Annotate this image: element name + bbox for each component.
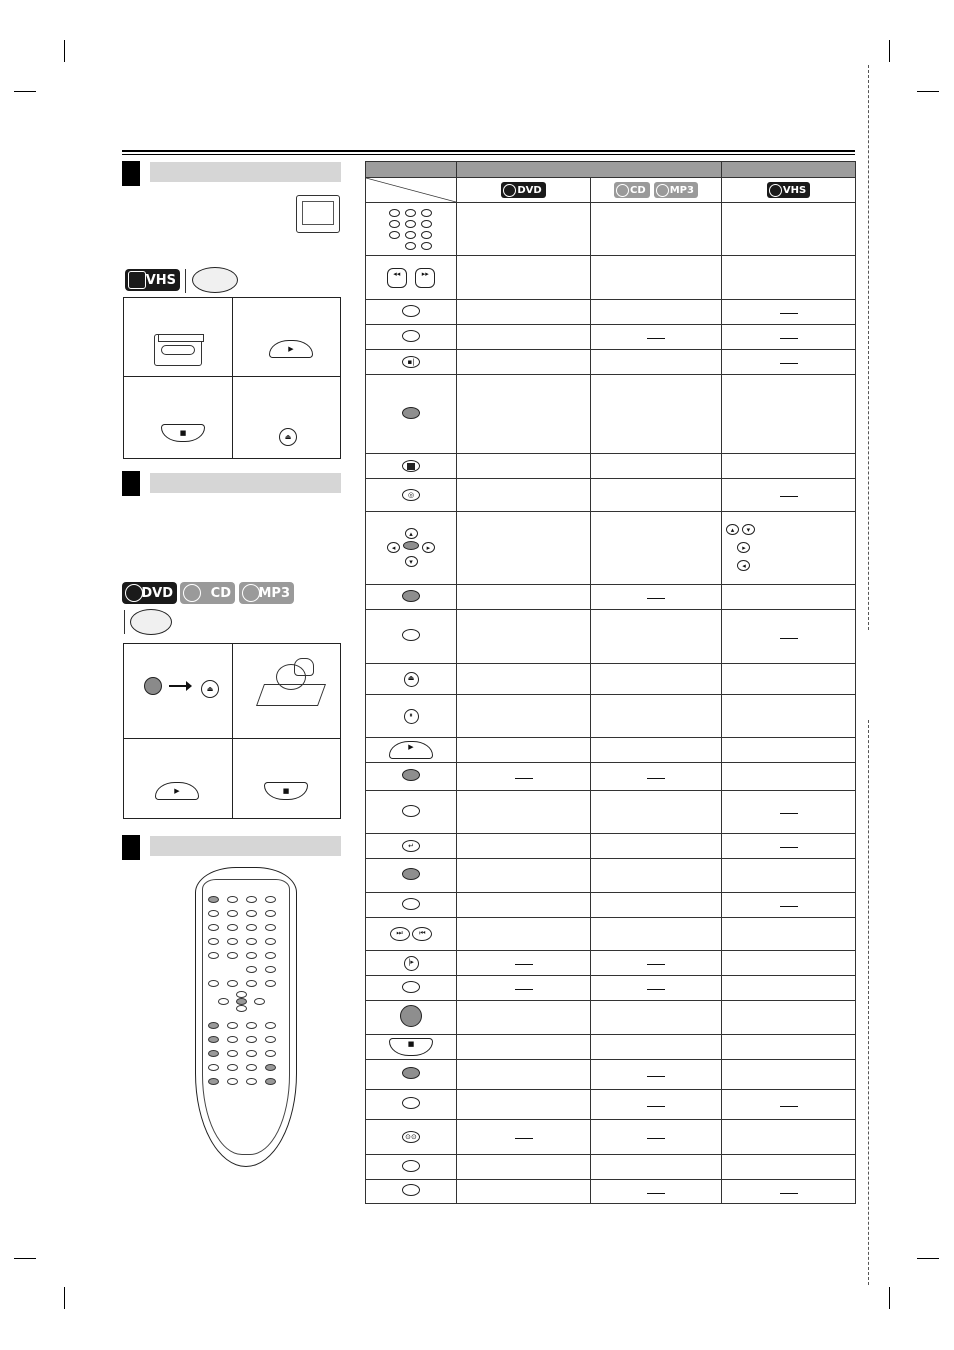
- table-cell: [722, 1155, 856, 1180]
- crop-mark: [14, 1258, 36, 1259]
- eject-icon: ⏏: [366, 664, 457, 695]
- remote-button-icon: [208, 1036, 219, 1043]
- power-button-icon: [144, 677, 162, 695]
- tv-icon: [296, 195, 340, 233]
- table-cell: [722, 1060, 856, 1090]
- section-title-bar: [150, 162, 341, 182]
- remote-cursor-button-icon: [236, 1005, 247, 1012]
- table-header-row: [366, 162, 856, 178]
- remote-button-icon: [208, 938, 219, 945]
- play-key-icon: ▶: [269, 340, 313, 358]
- table-cell: [591, 1035, 722, 1060]
- vhs-logo: VHS: [767, 182, 810, 198]
- remote-button-icon: [227, 896, 238, 903]
- not-applicable-dash: [647, 964, 665, 965]
- play-icon: ▶: [366, 738, 457, 763]
- grey-oval-button-icon: [366, 585, 457, 610]
- remote-button-icon: [208, 910, 219, 917]
- table-cell: [457, 479, 591, 512]
- table-row: [366, 350, 856, 375]
- not-applicable-dash: [780, 813, 798, 814]
- grey-oval-button-icon: [366, 859, 457, 893]
- disc-insert-illustration: [254, 656, 326, 718]
- table-cell: [591, 918, 722, 951]
- not-applicable-dash: [780, 496, 798, 497]
- table-cell: [722, 664, 856, 695]
- arrow-head-icon: [186, 681, 192, 691]
- not-applicable-dash: [647, 1138, 665, 1139]
- table-cell: [457, 256, 591, 300]
- remote-button-icon: [208, 1078, 219, 1085]
- cd-logo: CD: [180, 582, 235, 604]
- table-cell: [457, 1060, 591, 1090]
- not-applicable-dash: [647, 1076, 665, 1077]
- table-row: [366, 976, 856, 1001]
- table-cell: [457, 834, 591, 859]
- diagonal-cell: [366, 178, 457, 203]
- remote-button-icon: [265, 938, 276, 945]
- header-cell: [457, 162, 722, 178]
- table-cell: [457, 203, 591, 256]
- crop-mark: [64, 1287, 65, 1309]
- stop-key-icon: ■: [264, 782, 308, 800]
- table-cell: [457, 859, 591, 893]
- oval-button-icon: [366, 976, 457, 1001]
- cut-line: [868, 720, 869, 1285]
- table-cell: [591, 1120, 722, 1155]
- header-rule: [122, 150, 855, 155]
- remote-button-icon: [265, 1022, 276, 1029]
- crop-mark: [14, 91, 36, 92]
- crop-mark: [889, 1287, 890, 1309]
- table-row: [366, 763, 856, 791]
- table-row: [366, 1120, 856, 1155]
- remote-cursor-button-icon: [218, 998, 229, 1005]
- oval-button-icon: [366, 1090, 457, 1120]
- remote-button-icon: [208, 1064, 219, 1071]
- table-cell: [591, 976, 722, 1001]
- table-row: [366, 585, 856, 610]
- table-row: [366, 375, 856, 454]
- dvd-logo-cell: [457, 178, 591, 203]
- section-number-box: [122, 161, 140, 186]
- grey-oval-button-icon: [366, 375, 457, 454]
- remote-button-icon: [208, 896, 219, 903]
- header-cell: [722, 162, 856, 178]
- table-row: [366, 893, 856, 918]
- table-row: [366, 454, 856, 479]
- table-row: [366, 695, 856, 738]
- table-cell: [722, 738, 856, 763]
- remote-button-icon: [265, 1078, 276, 1085]
- remote-button-icon: [265, 924, 276, 931]
- remote-button-icon: [227, 910, 238, 917]
- not-applicable-dash: [647, 338, 665, 339]
- table-cell: [722, 834, 856, 859]
- table-cell: [591, 664, 722, 695]
- table-cell: [457, 951, 591, 976]
- table-cell: [591, 512, 722, 585]
- function-table: [365, 161, 856, 1204]
- remote-button-icon: [246, 1078, 257, 1085]
- remote-button-icon: [246, 896, 257, 903]
- crop-mark: [917, 1258, 939, 1259]
- table-row: [366, 918, 856, 951]
- table-cell: [722, 256, 856, 300]
- table-row: [366, 1035, 856, 1060]
- table-cell: [722, 976, 856, 1001]
- table-cell: [722, 479, 856, 512]
- not-applicable-dash: [515, 964, 533, 965]
- table-cell: [457, 695, 591, 738]
- table-cell: [591, 893, 722, 918]
- not-applicable-dash: [647, 778, 665, 779]
- crop-mark: [64, 40, 65, 62]
- remote-button-icon: [208, 1050, 219, 1057]
- play-key-icon: ▶: [155, 782, 199, 800]
- disc-tray-icon: [130, 609, 172, 635]
- cd-logo: CD: [614, 182, 650, 198]
- remote-button-icon: [246, 952, 257, 959]
- not-applicable-dash: [647, 1193, 665, 1194]
- remote-button-icon: [208, 924, 219, 931]
- table-cell: [591, 300, 722, 325]
- not-applicable-dash: [647, 1106, 665, 1107]
- oval-button-icon: [366, 325, 457, 350]
- table-cell: [722, 859, 856, 893]
- remote-button-icon: [265, 1036, 276, 1043]
- table-cell: [457, 893, 591, 918]
- table-cell: [591, 1060, 722, 1090]
- table-cell: [457, 1120, 591, 1155]
- table-cell: [591, 695, 722, 738]
- table-cell: [722, 763, 856, 791]
- table-row: [366, 512, 856, 585]
- header-cell: [366, 162, 457, 178]
- table-cell: [457, 350, 591, 375]
- instruction-grid-vhs: [123, 297, 341, 459]
- remote-button-icon: [246, 938, 257, 945]
- not-applicable-dash: [780, 847, 798, 848]
- table-row: [366, 479, 856, 512]
- table-row: [366, 610, 856, 664]
- play-pause-step-icon: ▪|: [366, 350, 457, 375]
- remote-button-icon: [265, 1064, 276, 1071]
- divider: [185, 269, 186, 293]
- remote-button-icon: [246, 1036, 257, 1043]
- table-cell: [722, 585, 856, 610]
- table-cell: [722, 695, 856, 738]
- target-circle-icon: ◎: [366, 479, 457, 512]
- remote-cursor-button-icon: [236, 998, 247, 1005]
- table-row: [366, 300, 856, 325]
- return-icon: ↵: [366, 834, 457, 859]
- remote-button-icon: [208, 980, 219, 987]
- remote-button-icon: [227, 924, 238, 931]
- tape-deck-icon: [192, 267, 238, 293]
- table-cell: [457, 610, 591, 664]
- table-cell: [591, 585, 722, 610]
- oval-button-icon: [366, 791, 457, 834]
- table-cell: ▴ ▾ ▸ ◂: [722, 512, 856, 585]
- instruction-grid-disc: [123, 643, 341, 819]
- dvd-logo: DVD: [501, 182, 545, 198]
- table-cell: [457, 1001, 591, 1035]
- table-cell: [722, 454, 856, 479]
- cut-line: [868, 65, 869, 630]
- remote-button-icon: [246, 1050, 257, 1057]
- not-applicable-dash: [780, 313, 798, 314]
- table-cell: [457, 1090, 591, 1120]
- table-row: [366, 859, 856, 893]
- function-rows: [366, 203, 856, 1204]
- not-applicable-dash: [780, 338, 798, 339]
- remote-cursor-button-icon: [236, 991, 247, 998]
- oval-button-icon: [366, 610, 457, 664]
- table-cell: [591, 951, 722, 976]
- table-cell: [722, 1120, 856, 1155]
- section-number-box: [122, 471, 140, 496]
- table-cell: [722, 350, 856, 375]
- table-cell: [457, 1155, 591, 1180]
- table-row: [366, 951, 856, 976]
- table-cell: [591, 375, 722, 454]
- remote-button-icon: [227, 1078, 238, 1085]
- table-row: [366, 791, 856, 834]
- table-cell: [591, 256, 722, 300]
- tape-icon: ⊙⊙: [366, 1120, 457, 1155]
- mp3-logo: MP3: [239, 582, 294, 604]
- divider: [124, 610, 125, 634]
- cursor-pad-icon: ▴ ◂ ▸ ▾: [366, 512, 457, 585]
- remote-button-icon: [265, 896, 276, 903]
- table-cell: [457, 585, 591, 610]
- table-cell: [457, 1180, 591, 1204]
- table-cell: [722, 375, 856, 454]
- not-applicable-dash: [647, 989, 665, 990]
- skip-buttons-icon: ⏭ ⏮: [366, 918, 457, 951]
- table-cell: [722, 203, 856, 256]
- slow-icon: |▸: [366, 951, 457, 976]
- table-logo-row: [366, 178, 856, 203]
- remote-button-icon: [246, 1064, 257, 1071]
- table-cell: [591, 610, 722, 664]
- table-cell: [591, 479, 722, 512]
- table-cell: [457, 791, 591, 834]
- section-title-bar: [150, 473, 341, 493]
- remote-button-icon: [227, 980, 238, 987]
- cd-mp3-logo-cell: [591, 178, 722, 203]
- table-cell: [591, 454, 722, 479]
- remote-button-icon: [227, 1036, 238, 1043]
- remote-button-icon: [227, 1064, 238, 1071]
- table-row: [366, 834, 856, 859]
- pause-icon: ⏸: [366, 695, 457, 738]
- section-title-bar: [150, 836, 341, 856]
- table-cell: [457, 918, 591, 951]
- mp3-logo: MP3: [654, 182, 698, 198]
- table-row: [366, 325, 856, 350]
- grey-oval-button-icon: [366, 1060, 457, 1090]
- oval-button-icon: [366, 300, 457, 325]
- table-cell: [457, 976, 591, 1001]
- not-applicable-dash: [515, 778, 533, 779]
- table-row: [366, 1001, 856, 1035]
- remote-button-icon: [265, 1050, 276, 1057]
- table-cell: [591, 763, 722, 791]
- grey-oval-button-icon: [366, 763, 457, 791]
- remote-button-icon: [265, 952, 276, 959]
- table-cell: [457, 763, 591, 791]
- table-cell: [591, 1155, 722, 1180]
- remote-button-icon: [246, 910, 257, 917]
- table-cell: [722, 1090, 856, 1120]
- oval-button-icon: [366, 1180, 457, 1204]
- remote-button-icon: [265, 966, 276, 973]
- not-applicable-dash: [780, 1193, 798, 1194]
- table-row: [366, 1155, 856, 1180]
- table-cell: [722, 610, 856, 664]
- eject-key-icon: ⏏: [279, 428, 297, 446]
- insert-slot-icon: [158, 334, 204, 342]
- table-cell: [591, 791, 722, 834]
- table-row: [366, 1090, 856, 1120]
- table-row: [366, 1180, 856, 1204]
- table-cell: [457, 325, 591, 350]
- table-row: [366, 203, 856, 256]
- table-cell: [457, 375, 591, 454]
- crop-mark: [889, 40, 890, 62]
- not-applicable-dash: [515, 989, 533, 990]
- not-applicable-dash: [780, 638, 798, 639]
- table-cell: [457, 454, 591, 479]
- section-number-box: [122, 835, 140, 860]
- crop-mark: [917, 91, 939, 92]
- table-cell: [722, 325, 856, 350]
- table-cell: [457, 300, 591, 325]
- remote-button-icon: [227, 1022, 238, 1029]
- table-cell: [591, 1180, 722, 1204]
- power-circle-icon: [366, 1001, 457, 1035]
- table-cell: [457, 664, 591, 695]
- table-row: [366, 664, 856, 695]
- not-applicable-dash: [780, 1106, 798, 1107]
- table-row: [366, 1060, 856, 1090]
- table-row: [366, 738, 856, 763]
- table-cell: [591, 350, 722, 375]
- dvd-logo: DVD: [122, 582, 177, 604]
- table-cell: [722, 1180, 856, 1204]
- stop-square-icon: [366, 454, 457, 479]
- remote-button-icon: [265, 980, 276, 987]
- remote-button-icon: [246, 1022, 257, 1029]
- not-applicable-dash: [780, 363, 798, 364]
- remote-button-icon: [208, 952, 219, 959]
- table-cell: [722, 918, 856, 951]
- eject-key-icon: ⏏: [201, 680, 219, 698]
- table-cell: [591, 859, 722, 893]
- oval-button-icon: [366, 1155, 457, 1180]
- table-row: [366, 256, 856, 300]
- oval-button-icon: [366, 893, 457, 918]
- table-cell: [457, 512, 591, 585]
- vhs-logo: VHS: [125, 269, 180, 291]
- table-cell: [722, 300, 856, 325]
- table-cell: [722, 951, 856, 976]
- remote-button-icon: [227, 1050, 238, 1057]
- table-cell: [591, 203, 722, 256]
- table-cell: [457, 738, 591, 763]
- stop-icon: ■: [366, 1035, 457, 1060]
- vhs-logo-cell: [722, 178, 856, 203]
- remote-button-icon: [208, 1022, 219, 1029]
- remote-button-icon: [227, 952, 238, 959]
- table-cell: [591, 1090, 722, 1120]
- table-cell: [722, 1001, 856, 1035]
- table-cell: [591, 325, 722, 350]
- remote-button-icon: [246, 980, 257, 987]
- not-applicable-dash: [647, 598, 665, 599]
- remote-button-icon: [246, 924, 257, 931]
- table-cell: [591, 738, 722, 763]
- rewind-fastforward-icon: ◂◂ ▸▸: [366, 256, 457, 300]
- table-cell: [722, 1035, 856, 1060]
- remote-button-icon: [265, 910, 276, 917]
- number-keypad-icon: [366, 203, 457, 256]
- stop-key-icon: ■: [161, 424, 205, 442]
- table-cell: [591, 1001, 722, 1035]
- not-applicable-dash: [515, 1138, 533, 1139]
- remote-button-icon: [227, 938, 238, 945]
- table-cell: [722, 893, 856, 918]
- remote-control-panel: [202, 879, 290, 1155]
- table-cell: [722, 791, 856, 834]
- not-applicable-dash: [780, 906, 798, 907]
- table-cell: [457, 1035, 591, 1060]
- remote-cursor-button-icon: [254, 998, 265, 1005]
- remote-button-icon: [246, 966, 257, 973]
- table-cell: [591, 834, 722, 859]
